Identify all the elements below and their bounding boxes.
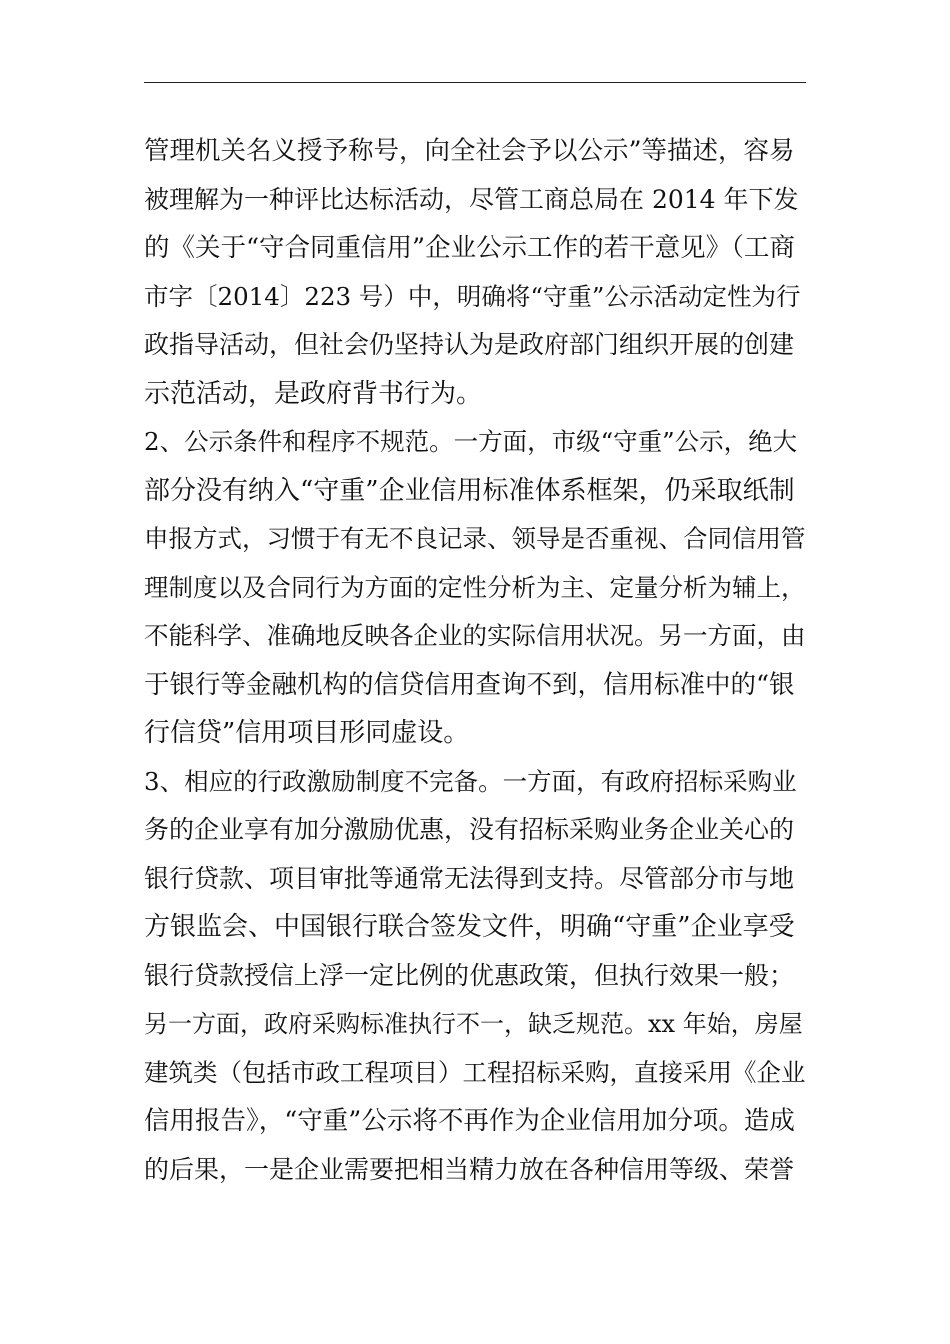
text-line: 建筑类（包括市政工程项目）工程招标采购，直接采用《企业	[144, 1057, 806, 1087]
text-line: 行信贷”信用项目形同虚设。	[144, 718, 470, 748]
text-line: 理制度以及合同行为方面的定性分析为主、定量分析为辅上，	[144, 572, 806, 602]
document-body	[144, 127, 806, 1194]
text-line: 市字〔2014〕223 号）中，明确将“守重”公示活动定性为行	[144, 281, 801, 311]
text-line: 被理解为一种评比达标活动，尽管工商总局在 2014 年下发	[144, 184, 799, 214]
text-line: 2、公示条件和程序不规范。一方面，市级“守重”公示，绝大	[144, 427, 798, 456]
text-line: 银行贷款、项目审批等通常无法得到支持。尽管部分市与地	[144, 863, 795, 893]
header-rule	[144, 82, 806, 83]
text-line: 务的企业享有加分激励优惠，没有招标采购业务企业关心的	[144, 815, 795, 844]
text-line: 的后果，一是企业需要把相当精力放在各种信用等级、荣誉	[144, 1154, 795, 1184]
text-line: 3、相应的行政激励制度不完备。一方面，有政府招标采购业	[144, 766, 797, 796]
text-line: 另一方面，政府采购标准执行不一，缺乏规范。xx 年始，房屋	[144, 1010, 803, 1038]
text-line: 银行贷款授信上浮一定比例的优惠政策，但执行效果一般；	[144, 960, 795, 990]
text-line: 于银行等金融机构的信贷信用查询不到，信用标准中的“银	[144, 669, 795, 700]
text-line: 示范活动，是政府背书行为。	[144, 378, 483, 409]
text-line: 管理机关名义授予称号，向全社会予以公示”等描述，容易	[144, 136, 795, 166]
text-line: 政指导活动，但社会仍坚持认为是政府部门组织开展的创建	[144, 330, 795, 359]
text-line: 方银监会、中国银行联合签发文件，明确“守重”企业享受	[144, 912, 795, 942]
text-line: 不能科学、准确地反映各企业的实际信用状况。另一方面，由	[144, 621, 806, 650]
text-line: 的《关于“守合同重信用”企业公示工作的若干意见》（工商	[144, 233, 795, 263]
text-line: 部分没有纳入“守重”企业信用标准体系框架，仍采取纸制	[144, 475, 795, 506]
text-line: 信用报告》，“守重”公示将不再作为企业信用加分项。造成	[144, 1106, 795, 1136]
text-line: 申报方式，习惯于有无不良记录、领导是否重视、合同信用管	[144, 524, 806, 553]
